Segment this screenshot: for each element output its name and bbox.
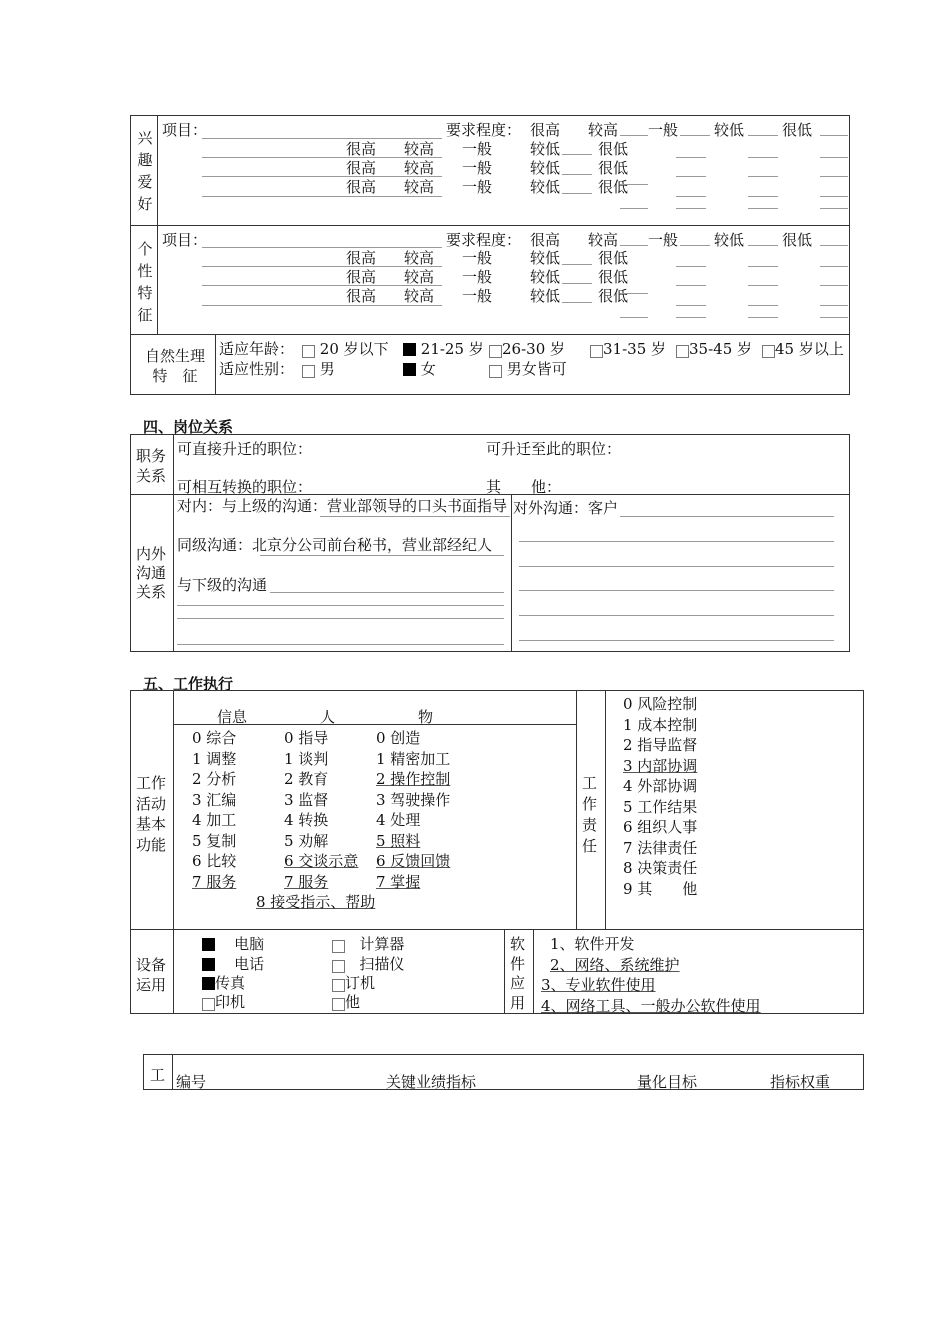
blank-line — [562, 154, 592, 155]
level-text: 较高 — [588, 121, 619, 139]
kpi-label-divider — [172, 1054, 173, 1090]
activity-item-extra: 8 接受指示、帮助 — [256, 893, 376, 911]
blank-line — [680, 135, 710, 136]
equipment-option-label: 计算器 — [359, 935, 405, 953]
responsibility-item-selected: 3 内部协调 — [623, 756, 698, 775]
blank-line — [177, 618, 504, 619]
level-text: 很高 — [346, 159, 377, 177]
blank-line — [562, 174, 592, 175]
responsibility-item: 2 指导监督 — [623, 736, 698, 754]
level-text: 较低 — [530, 140, 561, 158]
activity-item: 0 综合 — [192, 729, 237, 747]
other-positions: 其 他： — [486, 478, 562, 496]
level-text: 较高 — [404, 140, 435, 158]
blank-line — [620, 208, 648, 209]
level-text: 很高 — [346, 249, 377, 267]
blank-line — [748, 266, 778, 267]
blank-line — [748, 245, 778, 246]
activity-item: 4 处理 — [376, 811, 421, 829]
responsibility-item: 1 成本控制 — [623, 715, 698, 734]
blank-line — [676, 305, 706, 306]
level-text: 一般 — [648, 231, 679, 249]
equipment-option-label: 印机 — [215, 993, 246, 1011]
blank-line — [202, 196, 442, 197]
blank-line — [620, 245, 648, 246]
blank-line — [748, 176, 778, 177]
blank-line — [519, 615, 834, 616]
blank-line — [748, 196, 778, 197]
kpi-col-number: 编号 — [176, 1073, 207, 1091]
activity-col-header: 人 — [320, 708, 336, 726]
blank-line — [748, 208, 778, 209]
age-option-label: 31-35 岁 — [603, 340, 667, 358]
checkbox-checked-icon[interactable] — [202, 977, 215, 990]
blank-line — [748, 157, 778, 158]
level-text: 很高 — [530, 231, 561, 249]
blank-line — [202, 157, 442, 158]
activity-item: 5 复制 — [192, 831, 237, 850]
blank-line — [820, 157, 848, 158]
equipment-option[interactable] — [202, 933, 264, 954]
activity-right-divider — [576, 690, 577, 929]
level-text: 较高 — [404, 249, 435, 267]
external-comm: 对外沟通：客户 — [513, 499, 619, 517]
checkbox-checked-icon[interactable] — [403, 363, 416, 376]
internal-comm-subordinate: 与下级的沟通 — [177, 576, 268, 594]
execution-row-divider — [130, 929, 864, 930]
level-text: 很低 — [782, 121, 813, 139]
age-option[interactable] — [676, 338, 752, 359]
checkbox-checked-icon[interactable] — [202, 958, 215, 971]
age-option[interactable] — [302, 338, 389, 359]
level-text: 较高 — [588, 231, 619, 249]
blank-line — [820, 285, 848, 286]
level-text: 很低 — [598, 178, 629, 196]
kpi-col-indicator: 关键业绩指标 — [386, 1073, 477, 1091]
blank-line — [820, 266, 848, 267]
kpi-col-weight: 指标权重 — [770, 1073, 831, 1091]
promote-direct: 可直接升迁的职位： — [177, 440, 313, 458]
gender-option-label: 男女皆可 — [506, 360, 567, 378]
equipment-option[interactable] — [202, 953, 264, 974]
checkbox-icon[interactable] — [332, 940, 345, 953]
activity-item-selected: 7 服务 — [192, 872, 237, 891]
checkbox-icon[interactable] — [332, 998, 345, 1011]
blank-line — [202, 305, 442, 306]
activity-item: 2 教育 — [284, 770, 329, 788]
responsibility-item: 6 组织人事 — [623, 818, 698, 836]
blank-line — [519, 640, 834, 641]
software-item-selected: 4、网络工具、一般办公软件使用 — [541, 997, 761, 1015]
activity-item: 1 调整 — [192, 749, 237, 768]
equipment-option[interactable] — [202, 972, 245, 993]
blank-line — [270, 592, 504, 593]
blank-line — [620, 135, 648, 136]
software-item: 1、软件开发 — [550, 935, 635, 953]
level-text: 很低 — [598, 287, 629, 305]
level-text: 较低 — [530, 268, 561, 286]
internal-comm-peer: 同级沟通：北京分公司前台秘书，营业部经纪人 — [177, 536, 493, 554]
blank-line — [820, 245, 848, 246]
personality-req-label: 要求程度： — [446, 231, 522, 249]
level-text: 一般 — [462, 159, 493, 177]
checkbox-icon[interactable] — [762, 345, 775, 358]
kpi-col-target: 量化目标 — [637, 1073, 698, 1091]
level-text: 一般 — [648, 121, 679, 139]
age-option-label: 20 岁以下 — [319, 340, 389, 358]
activity-item: 1 精密加工 — [376, 749, 451, 768]
blank-line — [748, 285, 778, 286]
responsibility-item: 0 风险控制 — [623, 695, 698, 713]
duty-label: 职务关系 — [136, 447, 167, 485]
age-option[interactable] — [403, 338, 484, 359]
gender-option[interactable] — [403, 358, 436, 379]
rotate-positions: 可相互转换的职位： — [177, 478, 313, 496]
blank-line — [202, 176, 442, 177]
blank-line — [562, 264, 592, 265]
age-label: 适应年龄： — [219, 340, 295, 358]
activity-item: 2 分析 — [192, 770, 237, 788]
checkbox-icon[interactable] — [489, 365, 502, 378]
blank-line — [562, 302, 592, 303]
activity-item: 0 创造 — [376, 729, 421, 747]
activity-label: 工作活动基本功能 — [136, 774, 167, 854]
level-text: 很高 — [346, 178, 377, 196]
equipment-option-label: 扫描仪 — [359, 955, 405, 973]
blank-line — [620, 184, 648, 185]
age-option-label: 26-30 岁 — [502, 340, 566, 358]
blank-line — [620, 317, 648, 318]
equipment-option[interactable] — [332, 991, 360, 1012]
software-item-selected: 2、网络、系统维护 — [550, 956, 680, 974]
checkbox-checked-icon[interactable] — [403, 343, 416, 356]
level-text: 很低 — [598, 159, 629, 177]
blank-line — [320, 516, 510, 517]
age-option[interactable] — [762, 338, 844, 359]
level-text: 很低 — [598, 140, 629, 158]
checkbox-icon[interactable] — [676, 345, 689, 358]
responsibility-item: 4 外部协调 — [623, 777, 698, 795]
equipment-option[interactable] — [332, 953, 404, 974]
checkbox-checked-icon[interactable] — [202, 938, 215, 951]
level-text: 较高 — [404, 268, 435, 286]
physio-label-divider — [215, 334, 216, 395]
software-item-selected: 3、专业软件使用 — [541, 976, 656, 994]
age-option-label: 45 岁以上 — [775, 340, 844, 358]
activity-item: 4 转换 — [284, 811, 329, 829]
blank-line — [748, 317, 778, 318]
level-text: 很高 — [346, 140, 377, 158]
blank-line — [676, 266, 706, 267]
resp-label-divider — [605, 690, 606, 929]
age-option[interactable] — [590, 338, 666, 359]
level-text: 较低 — [530, 287, 561, 305]
level-text: 较低 — [530, 178, 561, 196]
software-label: 软件应用 — [510, 935, 526, 1012]
blank-line — [202, 266, 442, 267]
equipment-option-label: 他 — [345, 993, 361, 1011]
gender-option-label: 男 — [319, 360, 335, 378]
checkbox-icon[interactable] — [302, 345, 315, 358]
age-option[interactable] — [489, 338, 565, 359]
level-text: 较低 — [530, 159, 561, 177]
activity-col-header: 物 — [418, 708, 434, 726]
blank-line — [820, 176, 848, 177]
blank-line — [202, 247, 442, 248]
activity-label-divider — [173, 690, 174, 1014]
activity-item: 3 监督 — [284, 790, 329, 809]
activity-item: 3 驾驶操作 — [376, 790, 451, 809]
blank-line — [820, 317, 848, 318]
responsibility-item: 7 法律责任 — [623, 838, 698, 857]
level-text: 较低 — [714, 121, 745, 139]
personality-label: 个性特征 — [137, 240, 153, 324]
level-text: 较高 — [404, 159, 435, 177]
age-option-label: 35-45 岁 — [689, 340, 753, 358]
blank-line — [676, 317, 706, 318]
checkbox-icon[interactable] — [590, 345, 603, 358]
level-text: 很低 — [598, 268, 629, 286]
software-label-divider — [533, 929, 534, 1014]
blank-line — [820, 196, 848, 197]
level-text: 很高 — [530, 121, 561, 139]
activity-item-selected: 5 照料 — [376, 831, 421, 850]
activity-item: 6 比较 — [192, 852, 237, 870]
gender-label: 适应性别： — [219, 360, 295, 378]
level-text: 较高 — [404, 178, 435, 196]
gender-option[interactable] — [489, 358, 567, 379]
equipment-option[interactable] — [202, 991, 245, 1012]
blank-line — [177, 644, 504, 645]
activity-item: 0 指导 — [284, 729, 329, 747]
responsibility-item: 9 其 他 — [623, 879, 698, 898]
activity-item-selected: 2 操作控制 — [376, 770, 451, 788]
responsibility-label: 工作责任 — [582, 774, 598, 855]
blank-line — [680, 245, 710, 246]
equipment-option[interactable] — [332, 972, 375, 993]
physio-label: 自然生理特 征 — [144, 347, 205, 385]
activity-item: 4 加工 — [192, 811, 237, 829]
blank-line — [202, 285, 442, 286]
level-text: 一般 — [462, 140, 493, 158]
blank-line — [676, 285, 706, 286]
equipment-option-label: 传真 — [215, 974, 246, 992]
traits-row-divider-2 — [130, 334, 850, 335]
checkbox-icon[interactable] — [202, 998, 215, 1011]
blank-line — [620, 516, 834, 517]
blank-line — [260, 555, 504, 556]
promote-to: 可升迁至此的职位： — [486, 440, 622, 458]
level-text: 很高 — [346, 268, 377, 286]
blank-line — [177, 605, 504, 606]
blank-line — [519, 541, 834, 542]
level-text: 较高 — [404, 287, 435, 305]
activity-col-header: 信息 — [217, 708, 248, 726]
interest-req-label: 要求程度： — [446, 121, 522, 139]
kpi-label: 工 — [150, 1066, 166, 1084]
responsibility-item: 8 决策责任 — [623, 859, 698, 877]
level-text: 较低 — [530, 249, 561, 267]
level-text: 一般 — [462, 268, 493, 286]
level-text: 一般 — [462, 178, 493, 196]
activity-item-selected: 7 服务 — [284, 872, 329, 891]
age-option-label: 21-25 岁 — [420, 340, 484, 358]
blank-line — [562, 193, 592, 194]
blank-line — [820, 135, 848, 136]
equipment-option-label: 电脑 — [234, 935, 265, 953]
activity-item-selected: 7 掌握 — [376, 872, 421, 891]
blank-line — [820, 305, 848, 306]
blank-line — [748, 305, 778, 306]
interest-label: 兴趣爱好 — [137, 129, 153, 213]
equipment-option[interactable] — [332, 933, 404, 954]
level-text: 一般 — [462, 287, 493, 305]
blank-line — [676, 176, 706, 177]
activity-item: 5 劝解 — [284, 831, 329, 850]
internal-comm-superior: 对内：与上级的沟通：营业部领导的口头书面指导 — [177, 497, 508, 515]
equipment-label: 设备运用 — [136, 956, 167, 994]
blank-line — [676, 157, 706, 158]
section4-title: 四、岗位关系 — [143, 418, 234, 436]
interest-item-label: 项目： — [162, 121, 208, 139]
blank-line — [676, 208, 706, 209]
activity-item-selected: 6 交谈示意 — [284, 852, 359, 870]
section5-title: 五、工作执行 — [143, 675, 234, 693]
level-text: 很低 — [598, 249, 629, 267]
checkbox-icon[interactable] — [302, 365, 315, 378]
equipment-option-label: 订机 — [345, 974, 376, 992]
equipment-option-label: 电话 — [234, 955, 265, 973]
activity-item: 1 谈判 — [284, 749, 329, 768]
activity-item-selected: 6 反馈回馈 — [376, 852, 451, 870]
gender-option-label: 女 — [420, 360, 436, 378]
blank-line — [519, 590, 834, 591]
checkbox-icon[interactable] — [489, 345, 502, 358]
kpi-table — [143, 1054, 864, 1090]
personality-item-label: 项目： — [162, 231, 208, 249]
blank-line — [748, 135, 778, 136]
blank-line — [562, 283, 592, 284]
blank-line — [620, 293, 648, 294]
blank-line — [202, 138, 442, 139]
blank-line — [519, 566, 834, 567]
software-left-divider — [504, 929, 505, 1014]
comm-col-divider — [511, 494, 512, 652]
level-text: 很低 — [782, 231, 813, 249]
blank-line — [676, 196, 706, 197]
comm-label: 内外沟通关系 — [136, 545, 167, 601]
relations-label-divider — [173, 434, 174, 652]
level-text: 较低 — [714, 231, 745, 249]
traits-row-divider-1 — [130, 225, 850, 226]
level-text: 很高 — [346, 287, 377, 305]
gender-option[interactable] — [302, 358, 335, 379]
activity-item: 3 汇编 — [192, 790, 237, 809]
blank-line — [820, 208, 848, 209]
responsibility-item: 5 工作结果 — [623, 797, 698, 816]
level-text: 一般 — [462, 249, 493, 267]
